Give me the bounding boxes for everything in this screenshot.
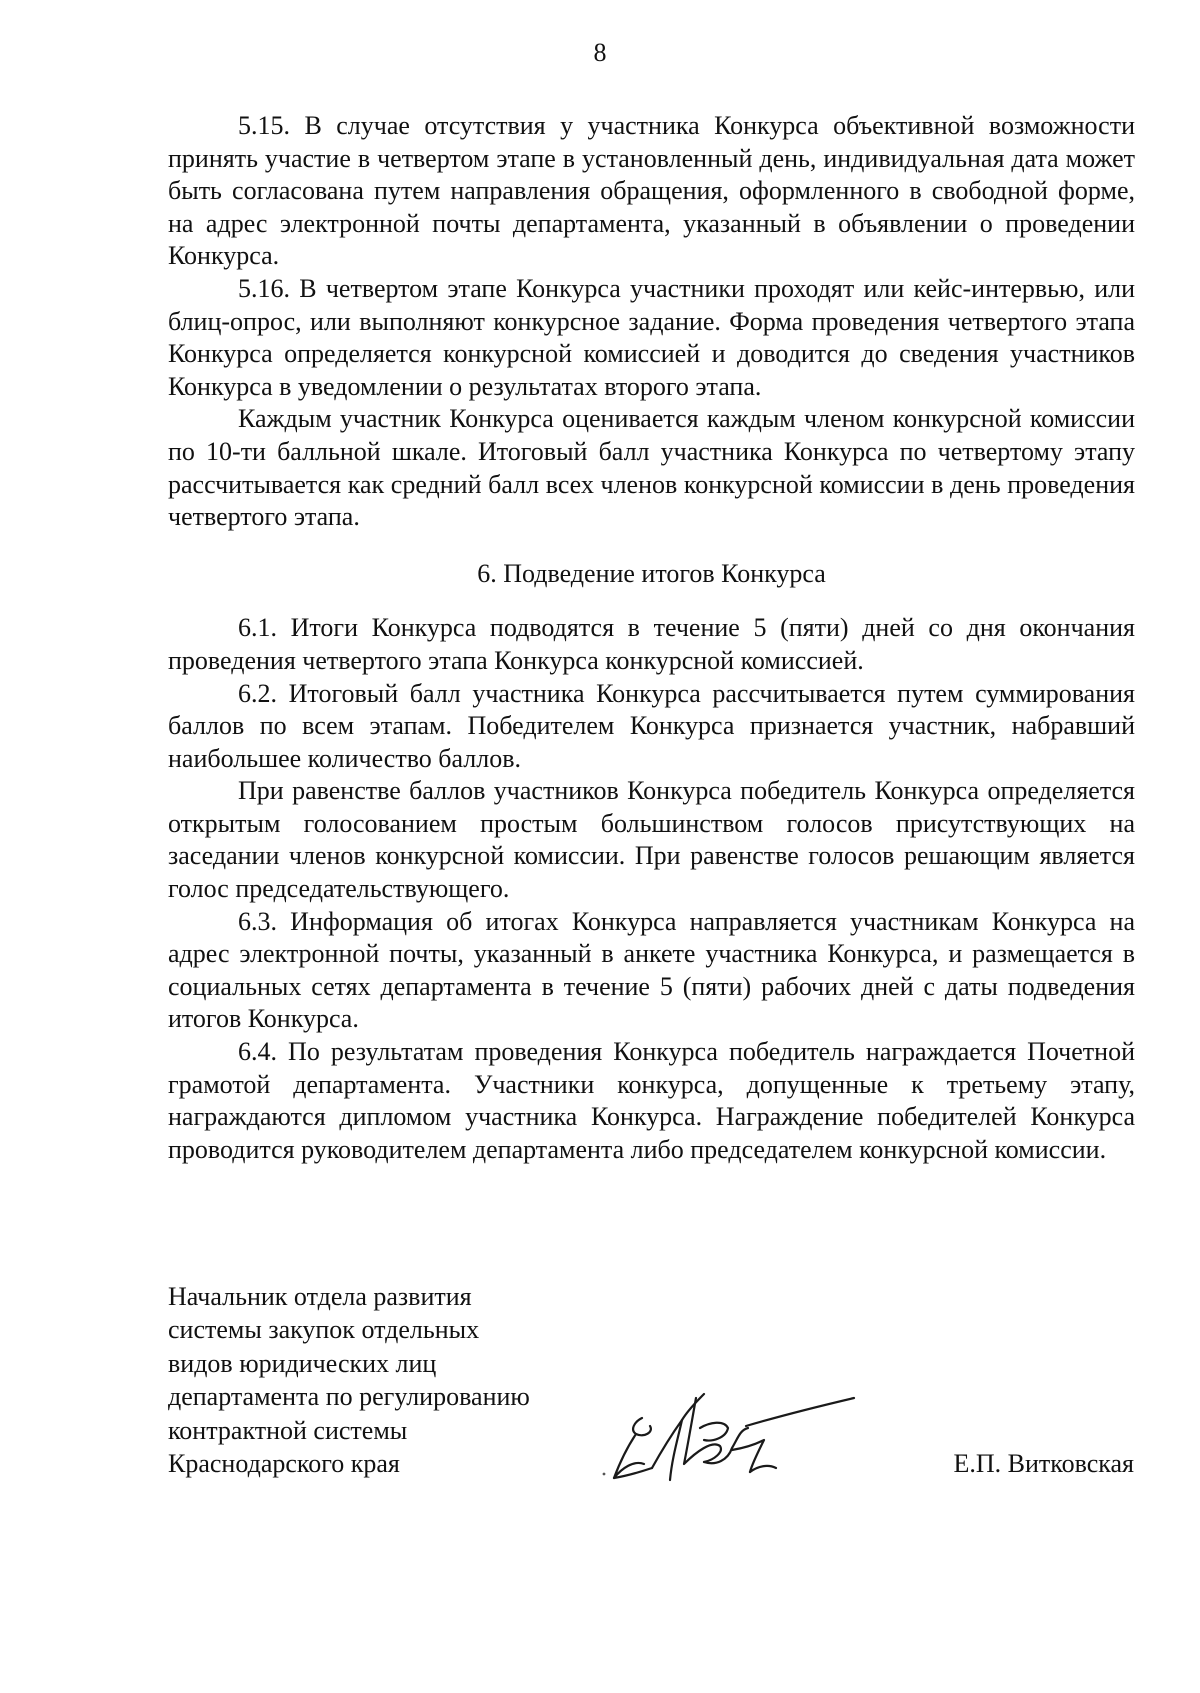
document-body [168,110,1135,1166]
paragraph-6-3: 6.3. Информация об итогах Конкурса направляется участникам Конкурса на адрес электронной почты, указанный в анкете участника Конкурса, и размещается в социальных сетях департамента в течение 5 (пяти) рабочих дней с даты подведения итогов Конкурса. [168,906,1135,1034]
section-heading-6: 6. Подведение итогов Конкурса [477,558,826,588]
position-line: Начальник отдела развития [168,1282,472,1311]
paragraph-5-16-scoring: Каждым участник Конкурса оценивается каждым членом конкурсной комиссии по 10-ти балльной шкале. Итоговый балл участника Конкурса по четвертому этапу рассчитывается как средний балл всех членов конкурсной комиссии в день проведения четвертого этапа. [168,404,1135,532]
position-line: контрактной системы [168,1415,408,1445]
position-line: департамента по регулированию [168,1382,530,1412]
signatory-position [168,1280,530,1480]
paragraph-5-16: 5.16. В четвертом этапе Конкурса участники проходят или кейс-интервью, или блиц-опрос, или выполняют конкурсное задание. Форма проведения четвертого этапа Конкурса определяется конкурсной комиссией и доводится до сведения участников Конкурса в уведомлении о результатах второго этапа. [168,273,1135,401]
position-line: видов юридических лиц [168,1348,437,1378]
page-number: 8 [593,38,607,67]
paragraph-6-2: 6.2. Итоговый балл участника Конкурса рассчитывается путем суммирования баллов по всем этапам. Победителем Конкурса признается участник, набравший наибольшее количество баллов. [168,678,1135,773]
paragraph-6-1: 6.1. Итоги Конкурса подводятся в течение 5 (пяти) дней со дня окончания проведения четвертого этапа Конкурса конкурсной комиссией. [168,613,1135,675]
handwritten-signature [600,1380,860,1495]
paragraph-5-15: 5.15. В случае отсутствия у участника Конкурса объективной возможности принять участие в четвертом этапе в установленный день, индивидуальная дата может быть согласована путем направления обращения, оформленного в свободной форме, на адрес электронной почты департамента, указанный в объявлении о проведении Конкурса. [168,111,1135,271]
paragraph-6-4: 6.4. По результатам проведения Конкурса победитель награждается Почетной грамотой департамента. Участники конкурса, допущенные к третьему этапу, награждаются дипломом участника Конкурса. Награждение победителей Конкурса проводится руководителем департамента либо председателем конкурсной комиссии. [168,1037,1135,1164]
paragraph-6-2-tie: При равенстве баллов участников Конкурса победитель Конкурса определяется открытым голосованием простым большинством голосов присутствующих на заседании членов конкурсной комиссии. При равенстве голосов решающим является голос председательствующего. [168,776,1135,904]
position-line: Краснодарского края [168,1449,400,1479]
signer-name: Е.П. Витковская [953,1449,1134,1478]
position-line: системы закупок отдельных [168,1315,480,1345]
